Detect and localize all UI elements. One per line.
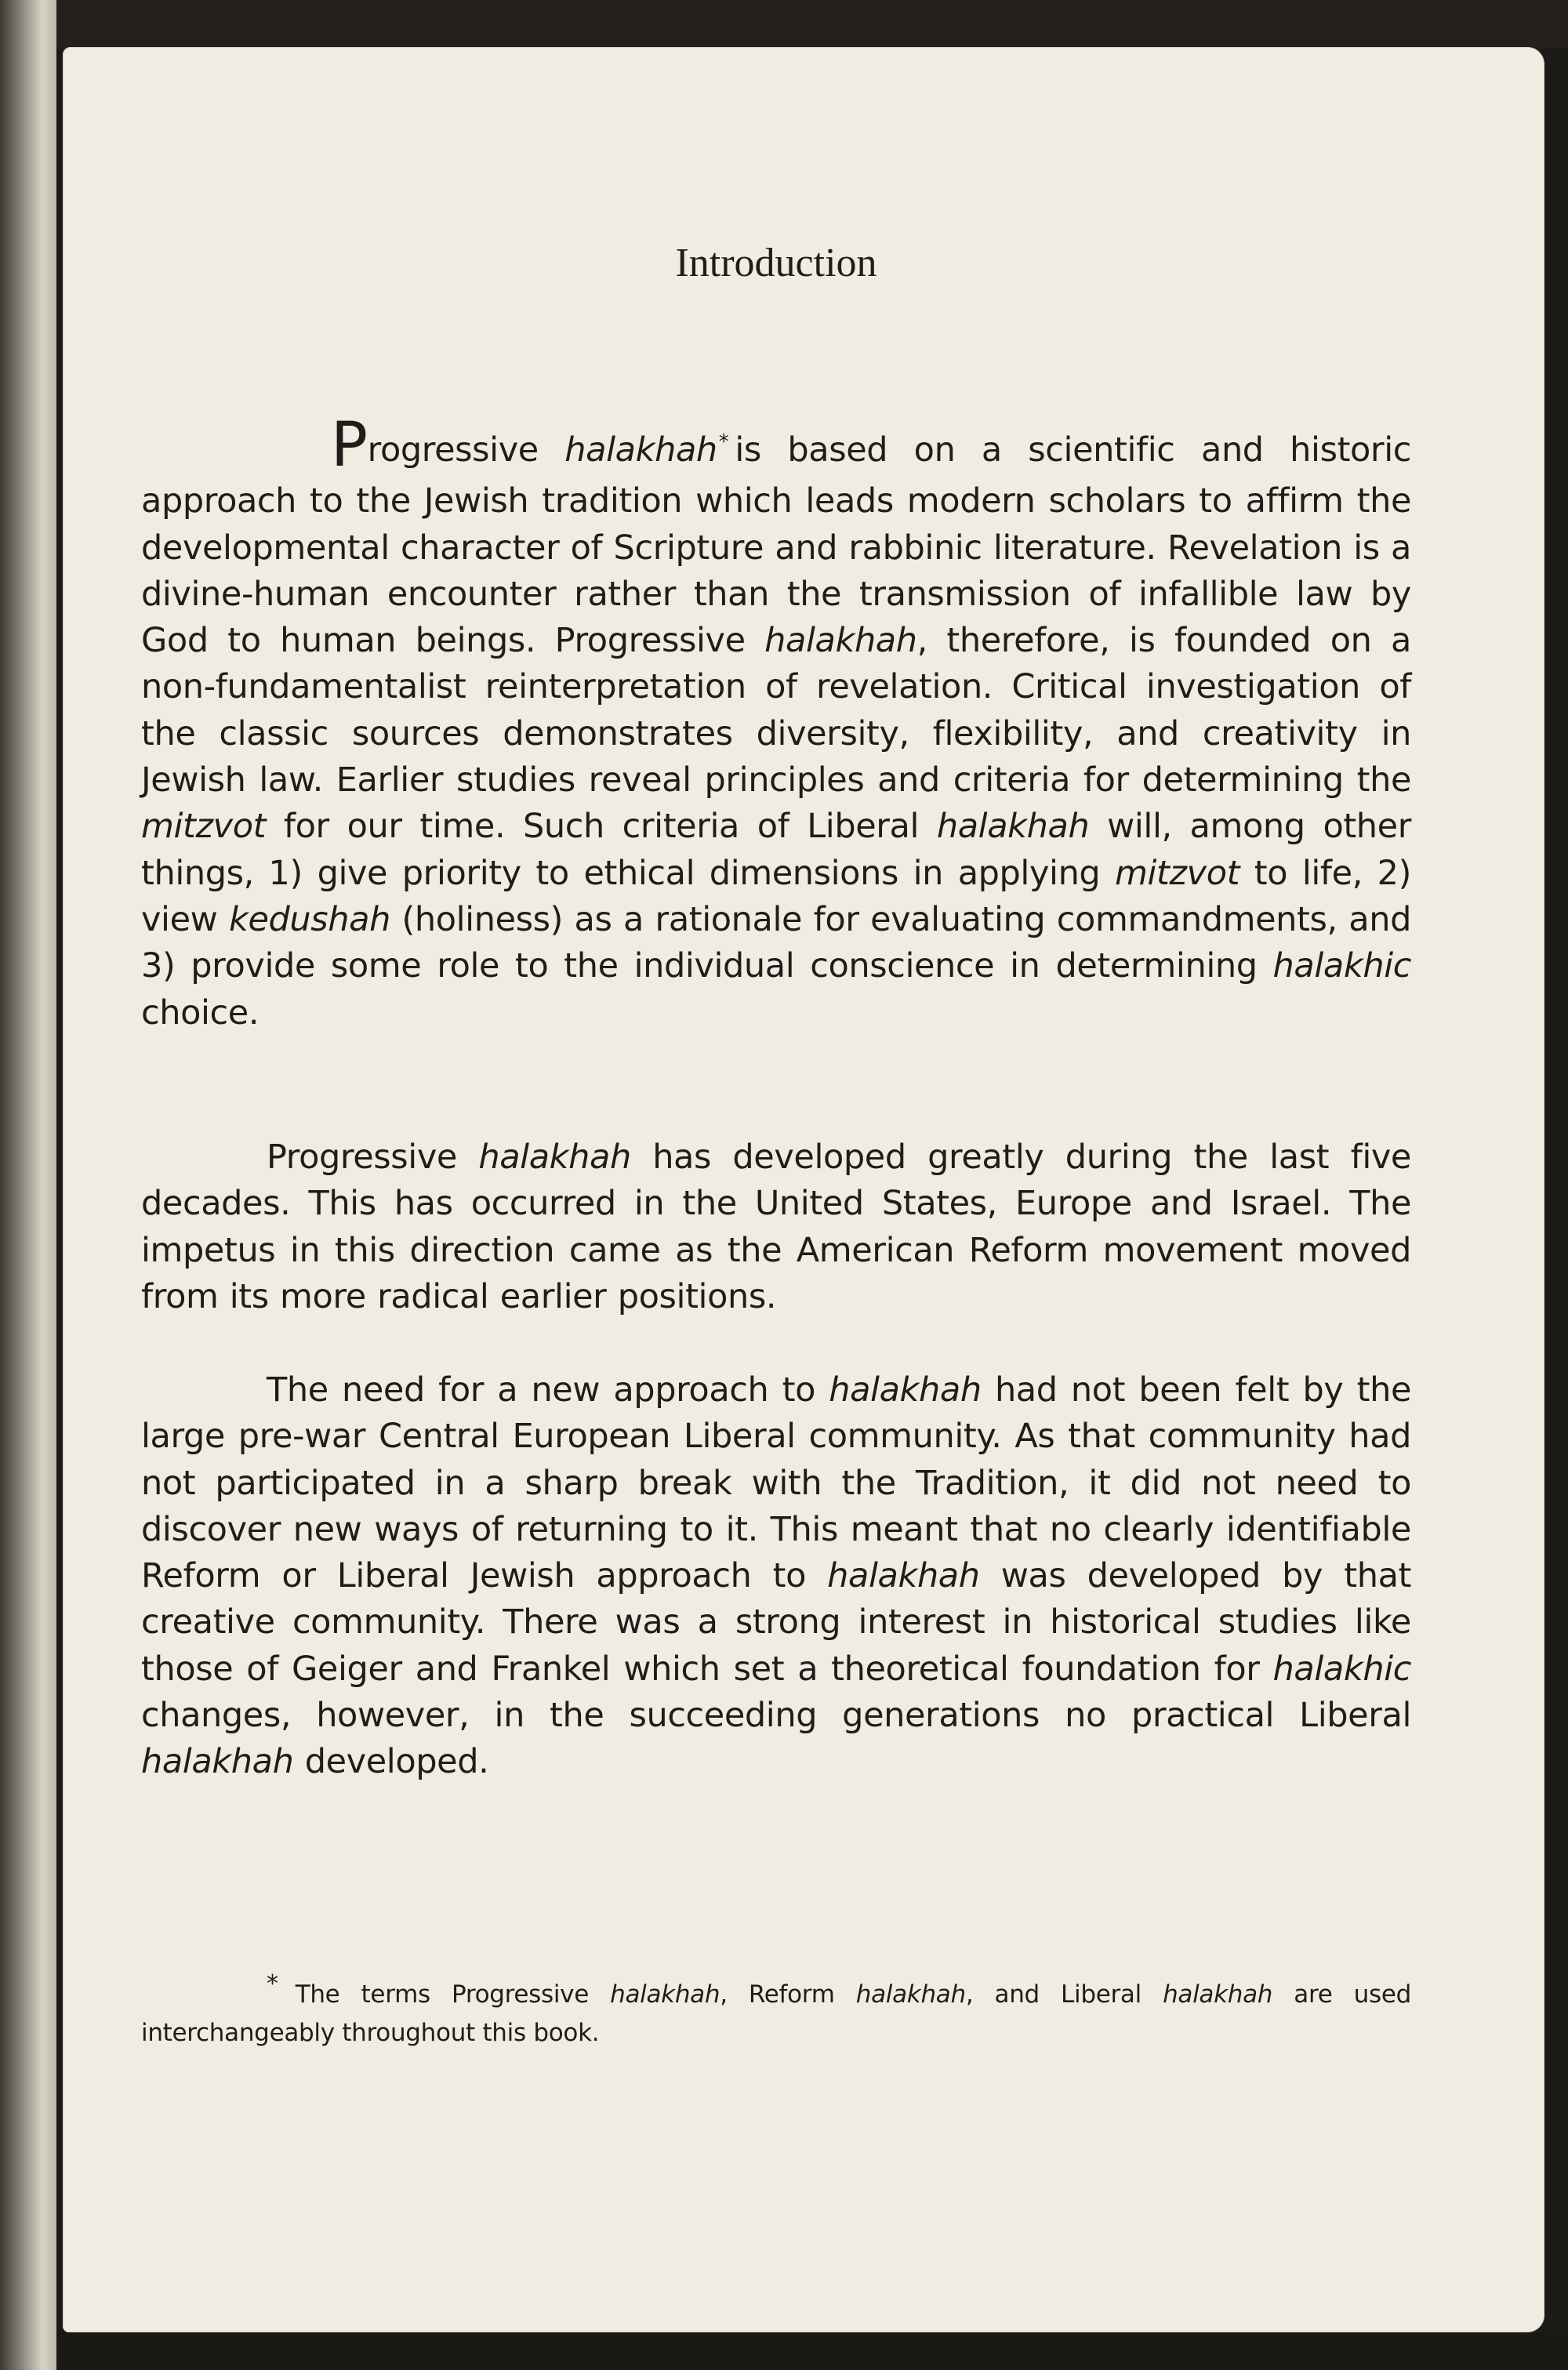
- italic-term: halakhic: [1272, 1649, 1411, 1689]
- italic-term: halakhah: [827, 1556, 980, 1596]
- text-run: for our time. Such criteria of Liberal: [266, 807, 937, 847]
- footnote-marker: *: [267, 1970, 278, 1998]
- italic-term: halakhic: [1272, 946, 1411, 986]
- page-title: Introduction: [675, 241, 877, 285]
- text-run: Progressive: [267, 1138, 479, 1177]
- paragraph-2-text: [141, 1134, 1411, 1320]
- book-spine-edge: [0, 0, 56, 2370]
- italic-term: kedushah: [228, 899, 390, 939]
- text-run: are used interchangeably throughout this book.: [141, 1980, 1411, 2047]
- footnote: [141, 1970, 1411, 2052]
- text-run: The need for a new approach to: [267, 1370, 829, 1410]
- paragraph-2: [141, 1134, 1411, 1320]
- paragraph-3: [141, 1367, 1411, 1786]
- text-run: , therefore, is founded on a non-fundamentalist reinterpretation of revelation. Critical investigation of the classic sources demonstrates diversity, flexibility, and creativity in Jewish law. Earlier studies reveal principles and criteria for determining the: [141, 621, 1411, 800]
- italic-term: mitzvot: [141, 807, 267, 847]
- italic-term: halakhah: [855, 1980, 966, 2009]
- text-run: (holiness) as a rationale for evaluating commandments, and 3) provide some role to the individual conscience in determining: [141, 899, 1411, 986]
- italic-term: halakhah: [478, 1138, 631, 1177]
- italic-term: mitzvot: [1115, 853, 1240, 893]
- text-run: had not been felt by the large pre-war Central European Liberal community. As that community had not participated in a sharp break with the Tradition, it did not need to discover new ways of returning to it. This meant that no clearly identifiable Reform or Liberal Jewish approach to: [141, 1370, 1411, 1596]
- text-run: The terms Progressive: [295, 1980, 611, 2009]
- text-run: was developed by that creative community. There was a strong interest in historical studies like those of Geiger and Frankel which set a theoretical foundation for: [141, 1556, 1411, 1689]
- text-run: , Reform: [720, 1980, 856, 2009]
- italic-term: halakhah: [610, 1980, 720, 2009]
- text-run: to life, 2) view: [141, 853, 1411, 939]
- text-run: has developed greatly during the last five decades. This has occurred in the United States, Europe and Israel. The impetus in this direction came as the American Reform movement moved from its more radical earlier positions.: [141, 1138, 1411, 1316]
- italic-term: halakhah: [764, 621, 917, 661]
- paragraph-1-text: [141, 410, 1411, 1036]
- scan-top-edge: [56, 0, 1568, 49]
- italic-term: halakhah: [1163, 1980, 1273, 2009]
- italic-term: halakhah: [936, 807, 1090, 847]
- text-run: will, among other things, 1) give priority to ethical dimensions in applying: [141, 807, 1411, 893]
- italic-term: halakhah: [829, 1370, 982, 1410]
- footnote-reference-marker: *: [718, 430, 729, 454]
- text-run: developed.: [293, 1742, 489, 1782]
- italic-term: halakhah: [141, 1742, 294, 1782]
- text-run: , and Liberal: [965, 1980, 1163, 2009]
- scan-bottom-edge: [56, 2332, 1568, 2370]
- italic-term: halakhah: [564, 430, 717, 470]
- text-run: changes, however, in the succeeding generations no practical Liberal: [141, 1696, 1411, 1736]
- text-run: is based on a scientific and historic approach to the Jewish tradition which leads modern scholars to affirm the developmental character of Scripture and rabbinic literature. Revelation is a divine-human encounter rather than the transmission of infallible law by God to human beings. Progressive: [141, 430, 1412, 661]
- text-run: choice.: [141, 993, 260, 1033]
- paragraph-3-text: [141, 1367, 1411, 1786]
- text-run: rogressive: [367, 430, 565, 470]
- paragraph-1: [141, 410, 1411, 1036]
- footnote-text: [141, 1980, 1411, 2047]
- drop-cap: P: [331, 410, 368, 481]
